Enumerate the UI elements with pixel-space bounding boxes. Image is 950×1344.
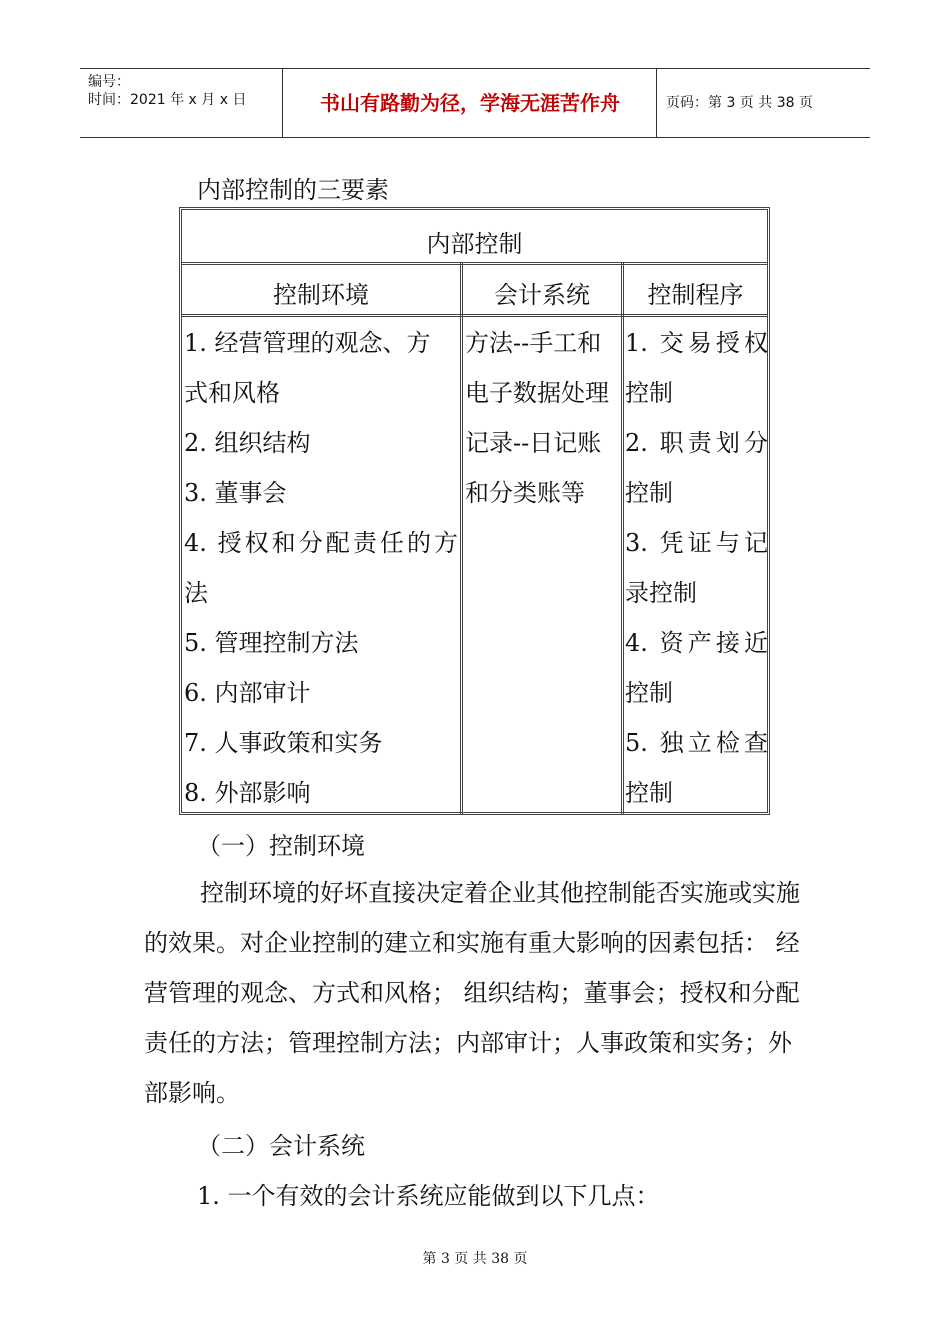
- table-cell-line: 方法--手工和: [465, 329, 602, 357]
- table-cell-line: 1. 交易授权: [625, 329, 768, 357]
- header-divider: [282, 69, 283, 137]
- paragraph-text: 控制环境的好坏直接决定着企业其他控制能否实施或实施的效果。对企业控制的建立和实施有重大影响的因素包括： 经营管理的观念、方式和风格； 组织结构；董事会；授权和分配责任的方法；管理控制方法；内部审计；人事政策和实务；外部影响。: [144, 879, 800, 1107]
- table-cell-line: 录控制: [625, 579, 697, 607]
- page-header: [80, 68, 870, 138]
- section-heading-control-environment: （一）控制环境: [197, 832, 365, 860]
- table-cell-line: 控制: [625, 779, 673, 807]
- header-page-info: 页码：第 3 页 共 38 页: [666, 95, 813, 111]
- header-divider: [656, 69, 657, 137]
- accounting-system-cell: [465, 318, 620, 518]
- table-cell-line: 5. 独立检查: [625, 729, 768, 757]
- table-column-divider: [460, 262, 463, 815]
- table-cell-line: 8. 外部影响: [184, 779, 311, 807]
- document-number-label: 编号：: [88, 74, 130, 90]
- table-cell-line: 2. 组织结构: [184, 429, 311, 457]
- table-cell-line: 4. 授权和分配责任的方: [184, 529, 458, 557]
- header-motto: 书山有路勤为径，学海无涯苦作舟: [320, 91, 620, 115]
- control-procedures-cell: [625, 318, 768, 818]
- list-item: 1. 一个有效的会计系统应能做到以下几点：: [197, 1182, 660, 1210]
- table-column-divider: [621, 262, 624, 815]
- table-cell-line: 和分类账等: [465, 479, 585, 507]
- section-paragraph: [144, 868, 808, 1118]
- table-cell-line: 4. 资产接近: [625, 629, 768, 657]
- column-header-control-procedures: 控制程序: [647, 281, 744, 309]
- table-cell-line: 控制: [625, 479, 673, 507]
- table-rule: [182, 262, 767, 265]
- column-header-control-environment: 控制环境: [273, 281, 369, 309]
- table-caption: 内部控制的三要素: [197, 176, 389, 204]
- table-cell-line: 记录--日记账: [465, 429, 602, 457]
- table-cell-line: 3. 董事会: [184, 479, 287, 507]
- column-header-accounting-system: 会计系统: [494, 281, 590, 309]
- table-cell-line: 7. 人事政策和实务: [184, 729, 383, 757]
- table-rule: [182, 314, 767, 317]
- header-meta: [88, 73, 246, 109]
- table-cell-line: 3. 凭证与记: [625, 529, 768, 557]
- internal-control-table: [179, 207, 770, 815]
- table-cell-line: 式和风格: [184, 379, 280, 407]
- page-footer: 第 3 页 共 38 页: [422, 1251, 528, 1267]
- table-cell-line: 控制: [625, 679, 673, 707]
- table-cell-line: 控制: [625, 379, 673, 407]
- table-cell-line: 2. 职责划分: [625, 429, 768, 457]
- table-cell-line: 5. 管理控制方法: [184, 629, 359, 657]
- document-time-label: 时间：2021 年 x 月 x 日: [88, 92, 247, 108]
- section-heading-accounting-system: （二）会计系统: [197, 1132, 365, 1160]
- table-cell-line: 6. 内部审计: [184, 679, 311, 707]
- control-environment-cell: [184, 318, 458, 818]
- table-cell-line: 1. 经营管理的观念、方: [184, 329, 431, 357]
- table-title: 内部控制: [426, 230, 523, 258]
- table-cell-line: 电子数据处理: [465, 379, 609, 407]
- table-cell-line: 法: [184, 579, 208, 607]
